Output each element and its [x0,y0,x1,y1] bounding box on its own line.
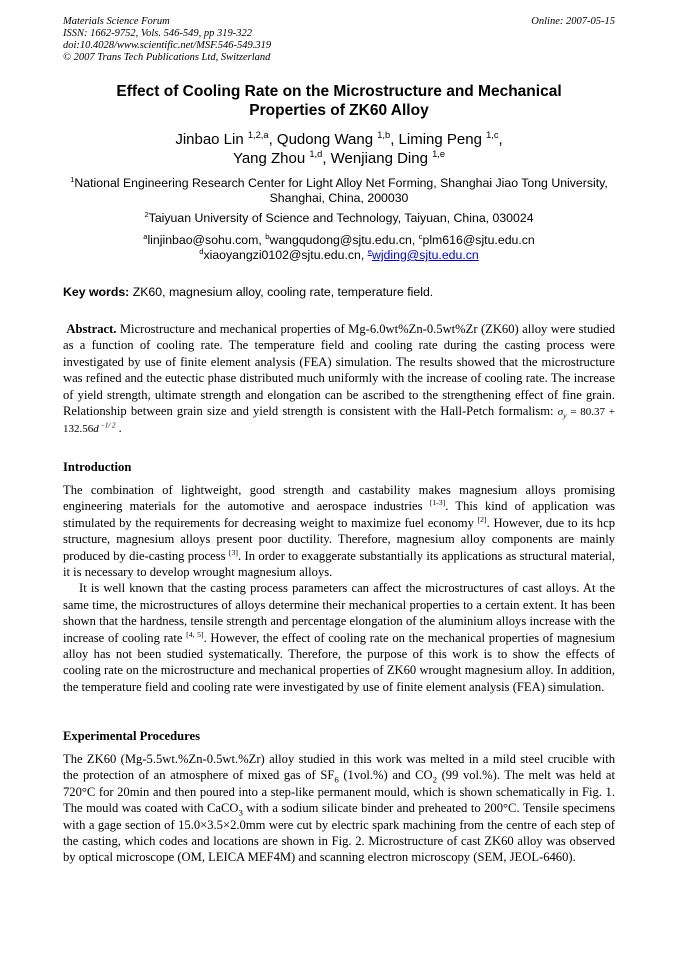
author-affil-mark: 1,e [432,149,446,159]
author-affil-mark: 1,d [309,149,323,159]
intro-paragraph-2 [63,580,615,695]
affil-mark: 1 [70,174,75,184]
affiliation-1-line-2: Shanghai, China, 200030 [269,191,409,205]
affiliation-1 [63,176,615,206]
text-run: . However, due to its hcp structure, magnesium alloys present poor ductility. Therefore, magnesium alloy components are mainly produced by die-casting process [63,515,615,563]
text-run: The ZK60 (Mg-5.5wt.%Zn-0.5wt.%Zr) alloy studied in this work was melted in a mild steel crucible with the protection of an atmosphere of mixed gas of SF [63,752,615,783]
title-line-1: Effect of Cooling Rate on the Microstructure and Mechanical [116,83,562,100]
email-mark: e [367,246,372,256]
text-run: The combination of lightweight, good strength and castability makes magnesium alloys promising engineering materials for the automotive and aerospace industries [63,483,615,514]
text-run: (1vol.%) and CO [338,768,433,783]
affil-mark: 2 [144,209,149,219]
formula-sigma: σ [557,406,564,419]
affil-text: National Engineering Research Center for Light Alloy Net Forming, Shanghai Jiao Tong University, [74,176,608,190]
author-name: Jinbao Lin [175,131,244,148]
subscript: 3 [238,807,243,818]
text-run: . However, the effect of cooling rate on the mechanical properties of magnesium alloy has not been studied systematically. Therefore, the purpose of this work is to show the effects of cooling rate on the microstructure and mechanical properties of ZK60 wrought magnesium alloy. In addition, the temperature field and cooling rate were investigated by use of finite element analysis (FEA) simulation. [63,630,616,694]
keywords-text: ZK60, magnesium alloy, cooling rate, temperature field. [129,285,434,299]
email-address: wangqudong@sjtu.edu.cn, [269,233,419,247]
email-link[interactable]: wjding@sjtu.edu.cn [371,248,479,262]
experimental-paragraph [63,751,615,866]
author-name: , Liming Peng [390,131,482,148]
abstract-text: Microstructure and mechanical properties of Mg-6.0wt%Zn-0.5wt%Zr (ZK60) alloy were studied as a function of cooling rate. The temperature field and cooling rate during the casting process were investigated by use of finite element analysis (FEA) simulation. The results showed that the microstructure was refined and the eutectic phase distributed much uniformly with the increase of cooling rate. The increase of yield strength, ultimate strength and elongation can be ascribed to the strengthening effect of fine grain. Relationship between grain size and yield strength is consistent with the Hall-Petch formalism: [63,322,615,419]
issn-line: ISSN: 1662-9752, Vols. 546-549, pp 319-322 [63,28,252,39]
journal-name: Materials Science Forum [63,16,170,27]
author-name: , Wenjiang Ding [322,150,428,167]
abstract-end: . [115,421,122,436]
heading-introduction: Introduction [63,460,132,474]
affil-text: Taiyuan University of Science and Technology, Taiyuan, China, 030024 [148,211,534,225]
email-line-2 [63,248,615,263]
title-line-2: Properties of ZK60 Alloy [249,102,429,119]
text-run: It is well known that the casting process parameters can affect the microstructures of cast alloys. At the same time, the microstructures of alloys determine their mechanical properties to a certain extent. It has been shown that the hardness, tensile strength and percentage elongation of the aluminium alloys increase with the increase of cooling rate [63,581,615,645]
authors-line-2 [63,149,615,168]
email-line-1 [63,233,615,248]
email-mark: b [265,231,270,241]
online-date: Online: 2007-05-15 [531,16,615,27]
subscript: 6 [334,774,339,785]
author-affil-mark: 1,2,a [247,130,269,140]
text-run: . This kind of application was stimulated by the requirements for decreasing weight to maximize fuel economy [63,499,615,530]
copyright-line: © 2007 Trans Tech Publications Ltd, Switzerland [63,52,271,63]
author-list [63,130,615,168]
email-address: plm616@sjtu.edu.cn [422,233,535,247]
email-mark: d [199,246,204,256]
formula-constants: = 80.37 + 132.56 [63,406,615,436]
formula-subscript: y [563,411,567,421]
author-name: Yang Zhou [232,150,306,167]
text-run: . In order to exaggerate substantially its applications as structural material, it is necessary to develop wrought magnesium alloys. [63,548,615,580]
citation: [2] [477,514,487,524]
experimental-body [63,751,615,866]
text-run: (99 vol.%). The melt was held at 720°C for 20min and then poured into a step-like permanent mould, which is shown schematically in Fig. 1. The mould was coated with CaCO [63,768,616,816]
author-name: , Qudong Wang [268,131,374,148]
doi-line: doi:10.4028/www.scientific.net/MSF.546-549.319 [63,40,272,51]
text-run: with a sodium silicate binder and preheated to 200°C. Tensile specimens with a gage section of 15.0×3.5×2.0mm were cut by electric spark machining from the centre of each step of the casting, which codes and locations are shown in Fig. 2. Microstructure of cast ZK60 alloy was observed by optical microscope (OM, LEICA MEF4M) and scanning electron microscopy (SEM, JEOL-6460). [63,801,615,865]
email-address: xiaoyangzi0102@sjtu.edu.cn, [203,248,368,262]
keywords [63,285,615,300]
heading-experimental: Experimental Procedures [63,729,200,743]
formula-exponent: −1/ 2 [98,422,116,430]
formula-d: d [93,423,99,436]
affiliation-2 [63,211,615,226]
paper-title [63,82,615,120]
keywords-label: Key words: [63,285,130,299]
affiliation-1-line-1 [63,176,615,191]
introduction-body [63,482,615,695]
email-mark: c [418,231,423,241]
abstract-label: Abstract. [66,322,117,336]
authors-line-1 [63,130,615,149]
author-affil-mark: 1,c [486,130,499,140]
author-separator: , [498,131,503,148]
intro-paragraph-1 [63,482,615,580]
author-affil-mark: 1,b [377,130,391,140]
email-mark: a [143,231,148,241]
subscript: 2 [432,774,437,785]
citation: [3] [228,547,238,557]
email-address: linjinbao@sohu.com, [147,233,266,247]
citation: [4, 5] [186,629,204,639]
abstract [63,321,615,438]
journal-header [63,16,271,64]
citation: [1-3] [429,498,446,508]
email-list [63,233,615,263]
